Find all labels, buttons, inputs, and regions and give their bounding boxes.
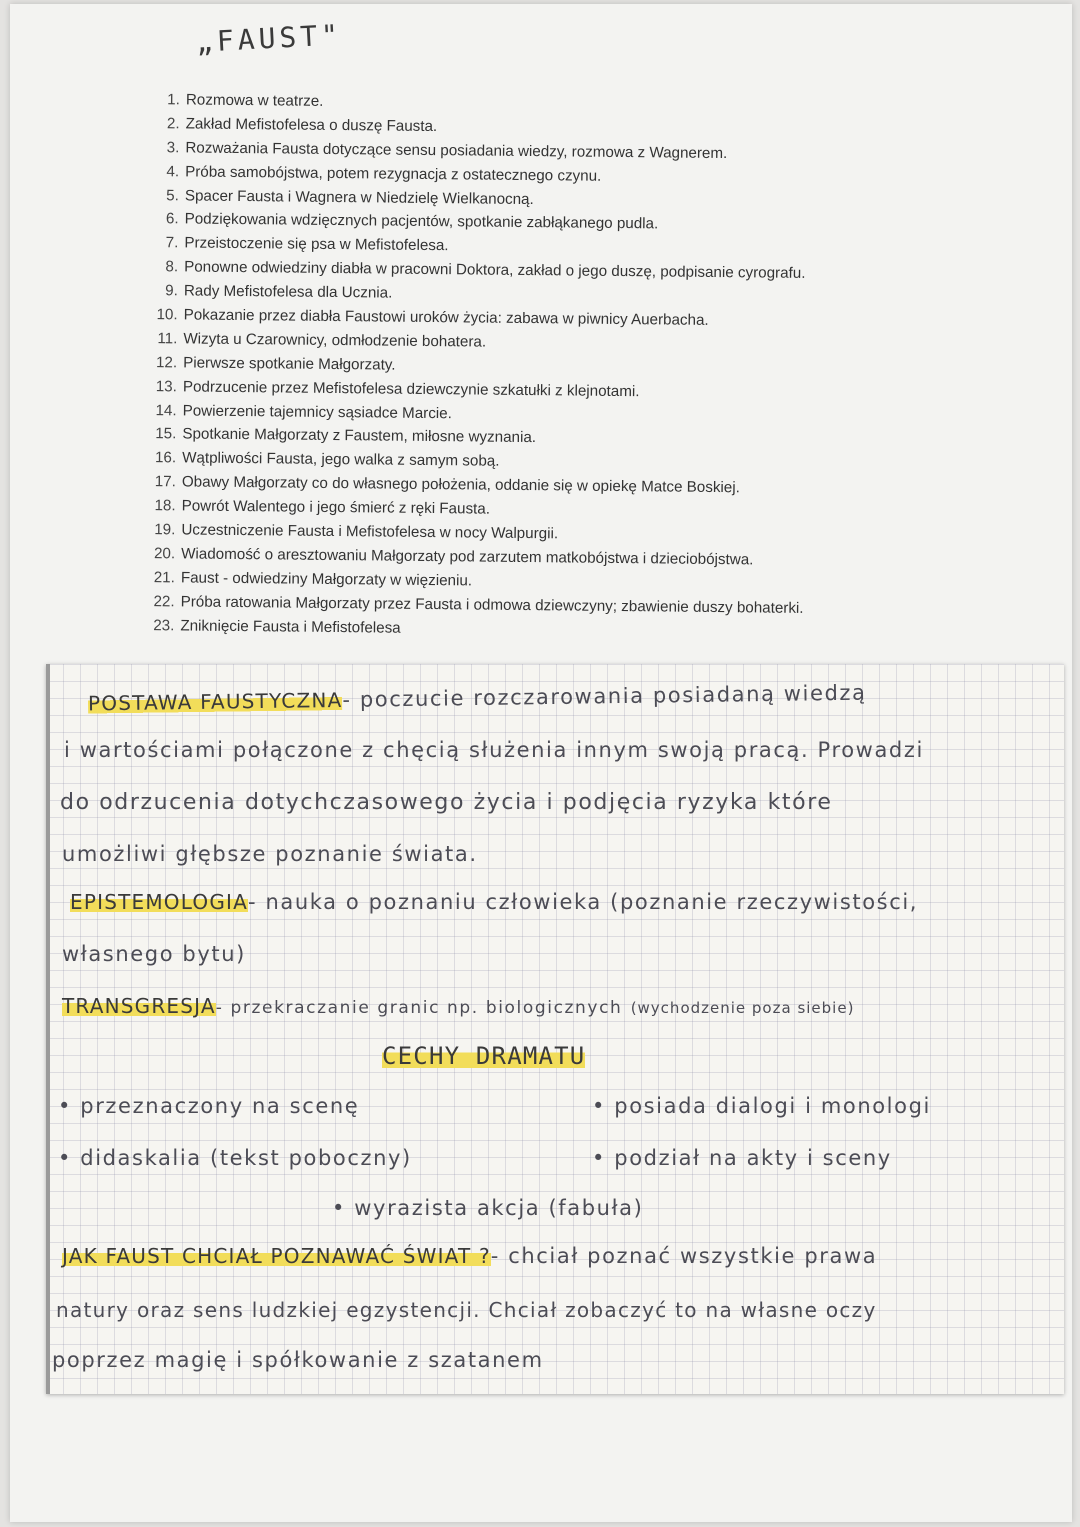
list-item-number: 23. — [153, 616, 175, 634]
list-item-text: Ponowne odwiedziny diabła w pracowni Doktora, zakład o jego duszę, podpisanie cyrografu. — [184, 258, 806, 283]
list-item-number: 17. — [154, 473, 176, 491]
list-item-text: Spotkanie Małgorzaty z Faustem, miłosne wyznania. — [182, 425, 537, 447]
cechy-right-1: • posiada dialogi i monologi — [592, 1094, 931, 1118]
list-item-number: 4. — [166, 162, 180, 181]
list-item-number: 3. — [166, 139, 180, 157]
cechy-heading: CECHY DRAMATU — [382, 1042, 586, 1070]
list-item-number: 14. — [155, 401, 177, 419]
list-item-text: Wątpliwości Fausta, jego walka z samym sobą. — [182, 449, 500, 471]
list-item-number: 22. — [153, 592, 175, 611]
postawa-text-1: - poczucie rozczarowania posiadaną wiedzą — [342, 680, 867, 712]
list-item-text: Próba samobójstwa, potem rezygnacja z ostatecznego czynu. — [185, 163, 602, 185]
list-item-text: Spacer Fausta i Wagnera w Niedzielę Wielkanocną. — [184, 186, 534, 208]
list-item-text: Próba ratowania Małgorzaty przez Fausta i odmowa dziewczyny; zbawienie duszy bohaterki. — [180, 593, 804, 617]
list-item-number: 19. — [154, 521, 176, 539]
list-item-text: Podrzucenie przez Mefistofelesa dziewczynie szkatułki z klejnotami. — [182, 378, 640, 400]
list-item-text: Obawy Małgorzaty co do własnego położenia, oddanie się w opiekę Matce Boskiej. — [181, 473, 740, 497]
list-item-number: 15. — [155, 425, 177, 443]
list-item-number: 12. — [155, 353, 178, 372]
list-item-text: Przeistoczenie się psa w Mefistofelesa. — [184, 234, 449, 255]
list-item-text: Powrót Walentego i jego śmierć z ręki Fausta. — [181, 497, 491, 518]
list-item-text: Podziękowania wdzięcznych pacjentów, spotkanie zabłąkanego pudla. — [184, 210, 659, 233]
list-item-text: Zakład Mefistofelesa o duszę Fausta. — [185, 115, 438, 135]
cechy-left-2: • didaskalia (tekst poboczny) — [58, 1146, 412, 1170]
term-postawa: POSTAWA FAUSTYCZNA — [87, 687, 343, 716]
list-item-number: 8. — [165, 258, 179, 276]
notebook-edge — [46, 664, 50, 1394]
list-item-text: Rozważania Fausta dotyczące sensu posiadania wiedzy, rozmowa z Wagnerem. — [185, 139, 728, 162]
transgresja-line — [62, 994, 854, 1018]
transgresja-definition: - przekraczanie granic np. biologicznych — [215, 998, 623, 1018]
postawa-line-4: umożliwi głębsze poznanie świata. — [62, 842, 478, 866]
list-item-number: 10. — [156, 306, 178, 324]
postawa-line-1 — [88, 681, 867, 716]
epistemologia-line-2: własnego bytu) — [62, 942, 246, 966]
list-item-number: 16. — [154, 449, 177, 467]
list-item-text: Rozmowa w teatrze. — [185, 91, 324, 110]
page-title: „FAUST" — [195, 18, 343, 59]
list-item-text: Rady Mefistofelesa dla Ucznia. — [183, 282, 393, 302]
list-item-number: 5. — [166, 186, 179, 204]
jak-text-1: - chciał poznać wszystkie prawa — [490, 1244, 878, 1268]
postawa-line-3: do odrzucenia dotychczasowego życia i podjęcia ryzyka które — [60, 790, 833, 815]
cechy-left-1: • przeznaczony na scenę — [58, 1094, 360, 1118]
list-item-number: 13. — [155, 377, 177, 396]
notebook-sheet — [46, 664, 1064, 1394]
jak-line-1 — [62, 1244, 877, 1268]
list-item-text: Uczestniczenie Fausta i Mefistofelesa w nocy Walpurgii. — [181, 521, 559, 543]
list-item-number: 7. — [165, 234, 179, 252]
cechy-center: • wyrazista akcja (fabuła) — [332, 1196, 644, 1220]
term-transgresja: TRANSGRESJA — [62, 994, 216, 1018]
list-item-text: Zniknięcie Fausta i Mefistofelesa — [180, 616, 401, 637]
list-item-text: Pokazanie przez diabła Faustowi uroków życia: zabawa w piwnicy Auerbacha. — [183, 306, 709, 329]
postawa-line-2: i wartościami połączone z chęcią służenia innym swoją pracą. Prowadzi — [64, 738, 924, 762]
jak-question: JAK FAUST CHCIAŁ POZNAWAĆ ŚWIAT ? — [62, 1244, 491, 1268]
epistemologia-line-1 — [70, 890, 918, 914]
jak-line-2: natury oraz sens ludzkiej egzystencji. Chciał zobaczyć to na własne oczy — [56, 1298, 877, 1322]
list-item-text: Wizyta u Czarownicy, odmłodzenie bohatera. — [183, 330, 487, 351]
list-item-number: 18. — [154, 497, 176, 515]
list-item-number: 21. — [153, 568, 175, 587]
list-item-number: 11. — [157, 330, 178, 348]
list-item-number: 1. — [167, 91, 180, 109]
list-item-number: 20. — [153, 545, 176, 563]
list-item-text: Powierzenie tajemnicy sąsiadce Marcie. — [182, 401, 452, 422]
list-item-number: 9. — [165, 282, 178, 300]
list-item-number: 2. — [166, 115, 180, 133]
jak-line-3: poprzez magię i spółkowanie z szatanem — [52, 1348, 544, 1372]
term-epistemologia: EPISTEMOLOGIA — [70, 890, 248, 914]
list-item-number: 6. — [165, 210, 179, 228]
plot-list — [140, 88, 976, 646]
transgresja-aside: (wychodzenie poza siebie) — [630, 999, 855, 1017]
list-item-text: Faust - odwiedziny Małgorzaty w więzieniu. — [180, 569, 473, 590]
epistemologia-text-1: - nauka o poznaniu człowieka (poznanie rzeczywistości, — [248, 890, 919, 914]
cechy-right-2: • podział na akty i sceny — [592, 1146, 892, 1170]
list-item-text: Wiadomość o aresztowaniu Małgorzaty pod zarzutem matkobójstwa i dzieciobójstwa. — [181, 545, 754, 569]
list-item-text: Pierwsze spotkanie Małgorzaty. — [183, 354, 396, 374]
